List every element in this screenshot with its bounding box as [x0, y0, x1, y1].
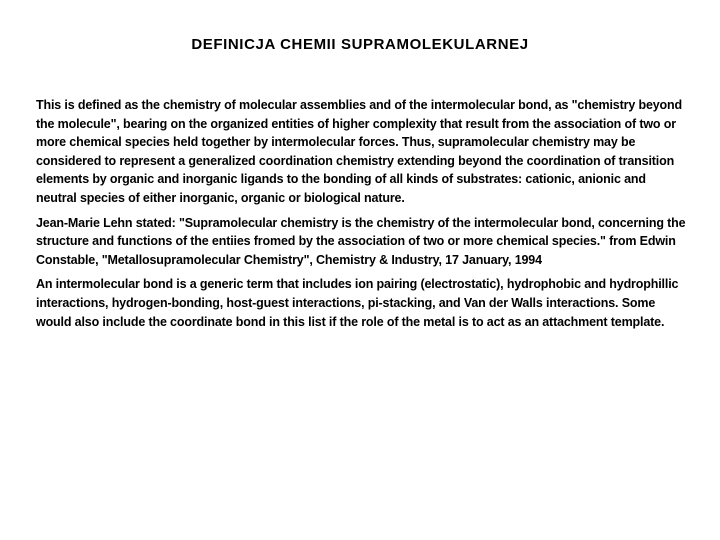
- paragraph-lehn-quote: Jean-Marie Lehn stated: "Supramolecular chemistry is the chemistry of the intermolecular bond, concerning the structure and functions of the entiies fromed by the association of two or more chemical species." from Edwin Constable, "Metallosupramolecular Chemistry", Chemistry & Industry, 17 January, 1994: [36, 215, 686, 267]
- slide-title: DEFINICJA CHEMII SUPRAMOLEKULARNEJ: [191, 36, 529, 53]
- paragraph-intermolecular-bond: An intermolecular bond is a generic term that includes ion pairing (electrostatic), hydrophobic and hydrophillic interactions, hydrogen-bonding, host-guest interactions, pi-stacking, and Van der Walls interactions. Some would also include the coordinate bond in this list if the role of the metal is to act as an attachment template.: [36, 277, 679, 329]
- slide-body: [36, 96, 688, 331]
- paragraph-definition: This is defined as the chemistry of molecular assemblies and of the intermolecular bond, as "chemistry beyond the molecule", bearing on the organized entities of higher complexity that result from the association of two or more chemical species held together by intermolecular forces. Thus, supramolecular chemistry may be considered to represent a generalized coordination chemistry extending beyond the coordination of transition elements by organic and inorganic ligands to the bonding of all kinds of substrates: cationic, anionic and neutral species of either inorganic, organic or biological nature.: [36, 98, 683, 205]
